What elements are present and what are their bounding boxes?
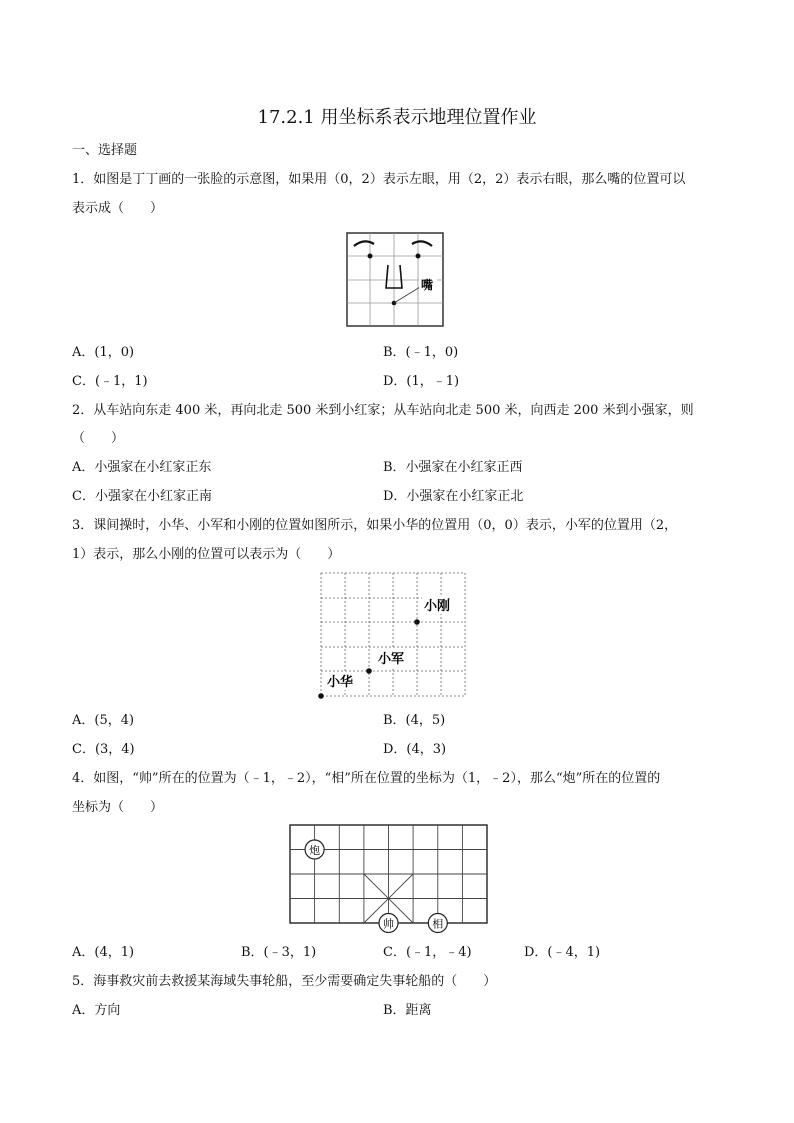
q3-option-c: C．(3，4): [72, 742, 135, 757]
q4-option-b: B．(﹣3，1): [241, 945, 317, 960]
mouth-label: 嘴: [421, 278, 434, 292]
xiaogang-point: [414, 619, 420, 625]
q3-option-d: D．(4，3): [383, 742, 447, 757]
question-2-line-1: 2．从车站向东走 400 米，再向北走 500 米到小红家；从车站向北走 500 米，向西走 200 米到小强家，则: [72, 403, 694, 418]
q4-option-d: D．(﹣4，1): [524, 945, 601, 960]
chessboard-figure: [288, 823, 490, 931]
q5-option-b: B．距离: [383, 1003, 432, 1018]
xiaojun-point: [366, 668, 372, 674]
question-4-line-2: 坐标为（ ）: [72, 800, 164, 815]
question-1-line-2: 表示成（ ）: [72, 201, 164, 216]
section-heading: 一、选择题: [72, 143, 138, 158]
question-3-line-2: 1）表示，那么小刚的位置可以表示为（ ）: [72, 547, 341, 562]
face-grid-figure: [346, 232, 446, 328]
xiaojun-label: 小军: [378, 652, 405, 667]
q1-option-a: A．(1，0): [72, 345, 135, 360]
question-1-line-1: 1．如图是丁丁画的一张脸的示意图，如果用（0，2）表示左眼，用（2，2）表示右眼，那么嘴的位置可以: [72, 172, 686, 187]
xiaohua-label: 小华: [327, 675, 354, 690]
page-title: 17.2.1 用坐标系表示地理位置作业: [257, 107, 537, 128]
xiaogang-label: 小刚: [424, 599, 451, 614]
question-3-line-1: 3．课间操时，小华、小军和小刚的位置如图所示，如果小华的位置用（0，0）表示，小军的位置用（2，: [72, 518, 678, 533]
q5-option-a: A．方向: [72, 1003, 121, 1018]
playground-grid-figure: [318, 571, 468, 699]
shuai-label: 帅: [383, 917, 394, 931]
q1-option-b: B．(﹣1，0): [383, 345, 459, 360]
xiang-label: 相: [432, 917, 444, 931]
question-5-line-1: 5．海事救灾前去救援某海域失事轮船，至少需要确定失事轮船的（ ）: [72, 974, 497, 989]
question-2-line-2: （ ）: [72, 431, 125, 446]
q2-option-c: C．小强家在小红家正南: [72, 489, 212, 504]
q4-option-c: C．(﹣1，﹣4): [383, 945, 472, 960]
q3-option-b: B．(4，5): [383, 713, 446, 728]
xiaohua-point: [318, 693, 324, 699]
q4-option-a: A．(4，1): [72, 945, 135, 960]
question-4-line-1: 4．如图，“帅”所在的位置为（﹣1，﹣2），“相”所在位置的坐标为（1，﹣2），那么“炮”所在的位置的: [72, 771, 661, 786]
q2-option-b: B．小强家在小红家正西: [383, 460, 523, 475]
q3-option-a: A．(5，4): [72, 713, 135, 728]
q1-option-c: C．(﹣1，1): [72, 374, 148, 389]
q2-option-d: D．小强家在小红家正北: [383, 489, 524, 504]
q1-option-d: D．(1，﹣1): [383, 374, 460, 389]
q2-option-a: A．小强家在小红家正东: [72, 460, 212, 475]
pao-label: 炮: [309, 844, 321, 857]
